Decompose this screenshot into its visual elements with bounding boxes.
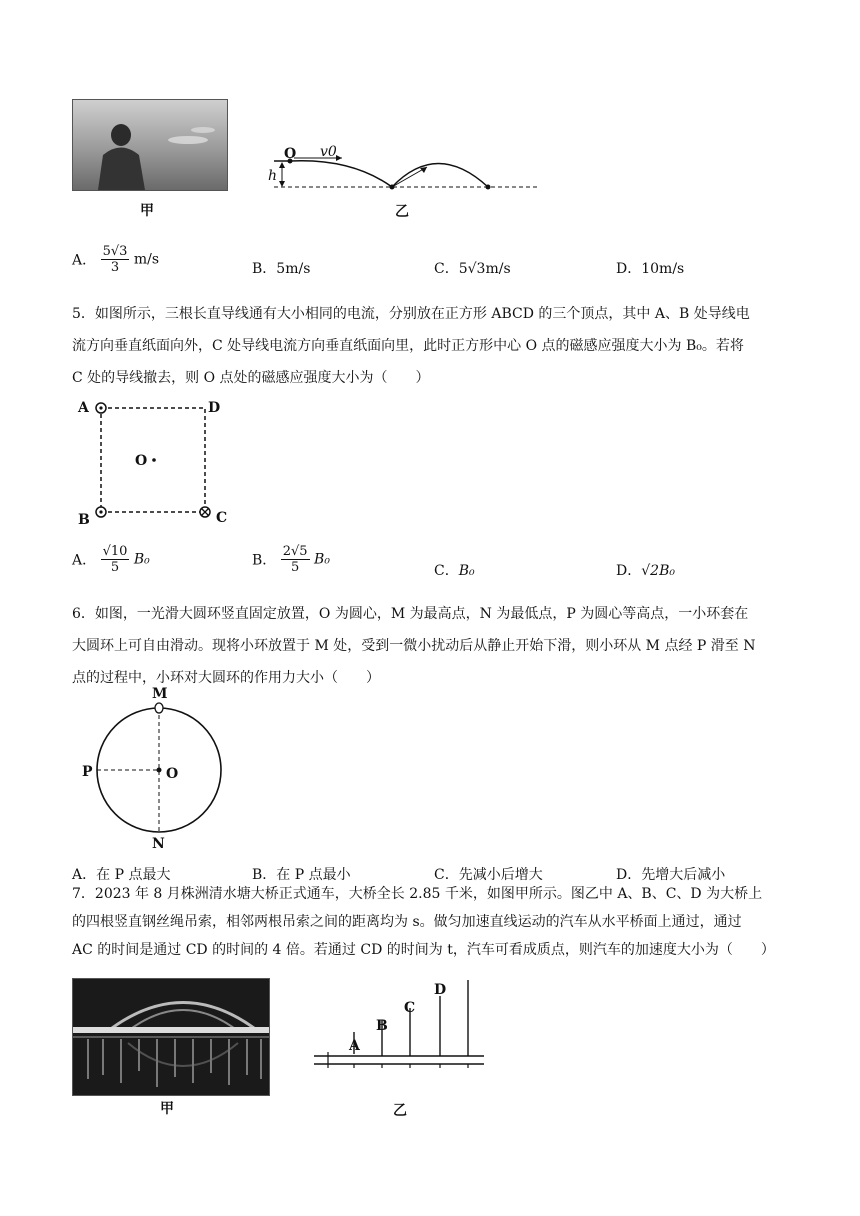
label-O: O <box>166 766 179 782</box>
label-B: B <box>376 1018 388 1034</box>
bridge-drawing <box>73 979 269 1095</box>
fraction: $\frac{2√5}{5}$ <box>282 544 308 575</box>
q4-option-b[interactable]: B．5m/s <box>252 261 311 277</box>
suspension-cable-diagram <box>310 978 490 1098</box>
fig-jia-caption: 甲 <box>160 1101 174 1117</box>
q4-option-d[interactable]: D．10m/s <box>616 261 685 277</box>
q6-option-c[interactable]: C．先减小后增大 <box>434 867 543 883</box>
q4-option-c[interactable]: C．5√3m/s <box>434 261 511 277</box>
label-P: P <box>82 764 93 780</box>
fraction: $\frac{5√3}{3}$ <box>102 244 128 275</box>
label-h: h <box>268 168 278 184</box>
q5-option-d[interactable]: D．√2B₀ <box>616 563 675 579</box>
label-N: N <box>152 836 165 852</box>
q6-option-a[interactable]: A．在 P 点最大 <box>72 867 171 883</box>
label-M: M <box>152 686 168 702</box>
q6-option-b[interactable]: B．在 P 点最小 <box>252 867 351 883</box>
stone-trajectory-diagram <box>262 140 542 200</box>
label-B: B <box>78 512 90 528</box>
label-D: D <box>208 400 221 416</box>
ring-diagram <box>72 686 252 856</box>
q7-stem: 7．2023 年 8 月株洲清水塘大桥正式通车，大桥全长 2.85 千米，如图甲所示。图乙中 A、B、C、D 为大桥上 的四根竖直钢丝绳吊索，相邻两根吊索之间的距离均为 s。做匀加速直线运动的汽车从水平桥面上通过，通过 AC 的时间是通过 CD 的时间的 4 倍。若通过 CD 的时间为 t，汽车可看成质点，则汽车的加速度大小为（ ） <box>72 886 775 958</box>
bridge-night-photo <box>72 978 270 1096</box>
q5-option-a[interactable]: A． $\frac{√10}{5}$ B₀ <box>72 544 150 575</box>
label-O: O <box>284 146 297 162</box>
boy-skipping-stone-photo <box>72 99 228 191</box>
fig-jia-caption: 甲 <box>140 203 154 219</box>
fig-yi-caption: 乙 <box>393 1103 407 1119</box>
q5-stem: 5．如图所示，三根长直导线通有大小相同的电流，分别放在正方形 ABCD 的三个顶点，其中 A、B 处导线电 流方向垂直纸面向外，C 处导线电流方向垂直纸面向里，此时正方形中心 O 点的磁感应强度大小为 B₀。若将 C 处的导线撤去，则 O 点处的磁感应强度大小为（ ） <box>72 306 750 386</box>
label-C: C <box>404 1000 416 1016</box>
q5-option-c[interactable]: C．B₀ <box>434 563 475 579</box>
q5-option-b[interactable]: B． $\frac{2√5}{5}$ B₀ <box>252 544 330 575</box>
label-A: A <box>78 400 89 416</box>
label-C: C <box>216 510 228 526</box>
q4-option-a[interactable]: A． $\frac{5√3}{3}$ m/s <box>72 244 160 275</box>
fig-yi-caption: 乙 <box>395 204 409 220</box>
q6-stem: 6．如图，一光滑大圆环竖直固定放置，O 为圆心，M 为最高点，N 为最低点，P 为圆心等高点，一小环套在 大圆环上可自由滑动。现将小环放置于 M 处，受到一微小扰动后从静止开始下滑，则小环从 M 点经 P 滑至 N 点的过程中，小环对大圆环的作用力大小（ ） <box>72 606 756 686</box>
label-A: A <box>349 1038 360 1054</box>
fraction: $\frac{√10}{5}$ <box>102 544 128 575</box>
label-D: D <box>434 982 447 998</box>
label-O: O <box>135 453 148 469</box>
photo-silhouette <box>73 100 227 190</box>
q6-option-d[interactable]: D．先增大后减小 <box>616 867 726 883</box>
label-v0: v0 <box>320 144 337 160</box>
